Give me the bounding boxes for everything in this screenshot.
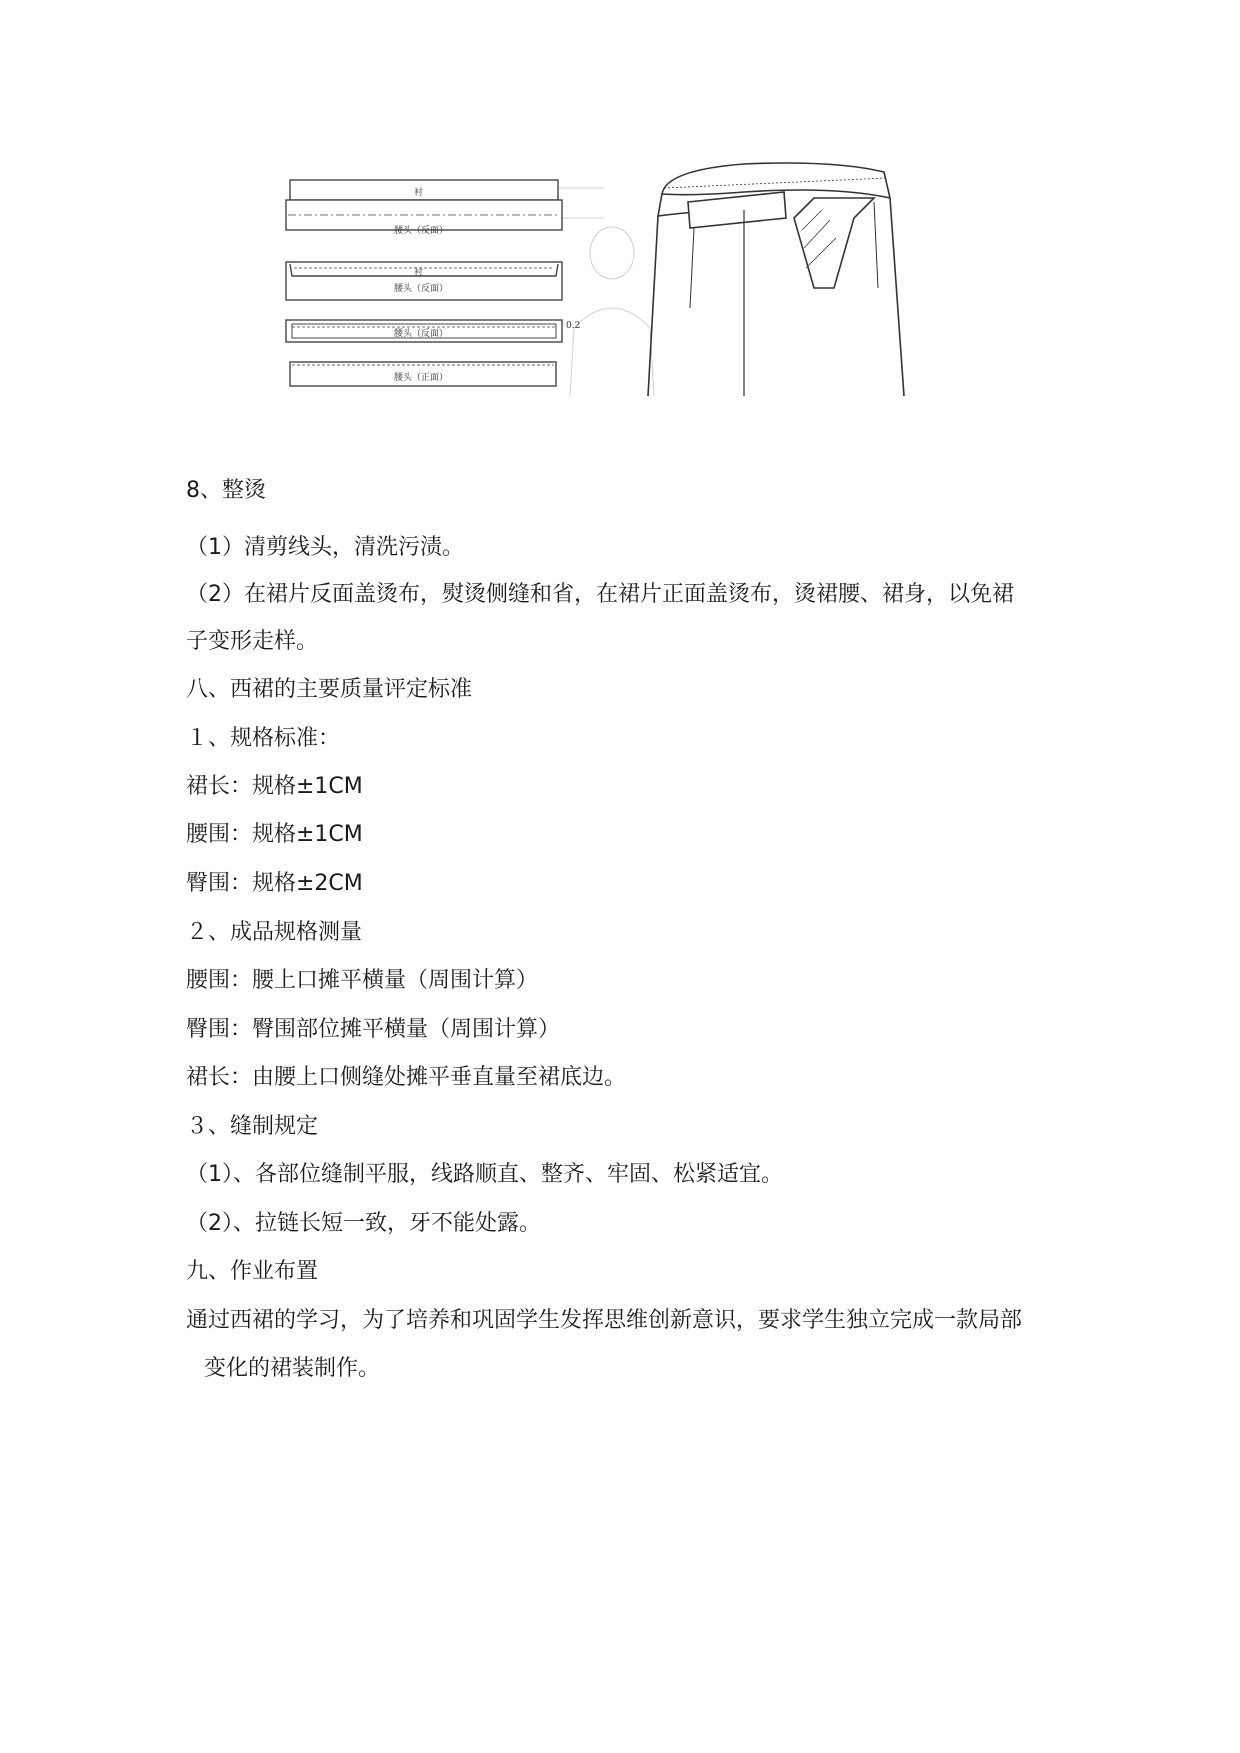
spec-hip: 臀围：规格±2CM xyxy=(186,871,363,896)
assignment-text: 通过西裙的学习，为了培养和巩固学生发挥思维创新意识，要求学生独立完成一款局部 xyxy=(186,1308,1023,1333)
skirt-drawing xyxy=(648,163,904,396)
strip-label-1: 衬 xyxy=(414,188,424,198)
spec-skirt-length: 裙长：规格±1CM xyxy=(186,774,363,799)
strip-2 xyxy=(286,262,562,300)
measure-hip: 臀围：臀围部位摊平横量（周围计算） xyxy=(186,1017,561,1042)
heading-ironing: 8、整烫 xyxy=(186,478,266,503)
heading-quality-standards: 八、西裙的主要质量评定标准 xyxy=(186,677,473,702)
measure-waist: 腰围：腰上口摊平横量（周围计算） xyxy=(186,968,539,993)
assignment-text-cont: 变化的裙装制作。 xyxy=(204,1356,381,1381)
waistband-sewing-figure xyxy=(274,158,950,398)
waistband-illustration xyxy=(274,158,950,398)
spec-waist: 腰围：规格±1CM xyxy=(186,822,363,847)
strip-label-5: 腰头（反面） xyxy=(394,329,449,339)
allowance-label: 0.2 xyxy=(566,321,581,331)
strip-label-4: 腰头（反面） xyxy=(394,284,449,294)
sewing-rule-1: （1）、各部位缝制平服，线路顺直、整齐、牢固、松紧适宜。 xyxy=(186,1162,783,1187)
sewing-rule-2: （2）、拉链长短一致，牙不能处露。 xyxy=(186,1211,541,1236)
heading-measurement: ２、成品规格测量 xyxy=(186,920,363,945)
strip-label-3: 衬 xyxy=(414,268,424,278)
strip-label-2: 腰头（反面） xyxy=(394,226,449,236)
strip-label-6: 腰头（正面） xyxy=(394,373,449,383)
measure-skirt-length: 裙长：由腰上口侧缝处摊平垂直量至裙底边。 xyxy=(186,1065,627,1090)
strip-1 xyxy=(286,180,562,230)
heading-assignment: 九、作业布置 xyxy=(186,1259,319,1284)
ironing-step-2-cont: 子变形走样。 xyxy=(186,629,319,654)
heading-spec-standard: １、规格标准： xyxy=(186,726,341,751)
ironing-step-1: （1）清剪线头，清洗污渍。 xyxy=(186,535,464,560)
ironing-step-2: （2）在裙片反面盖烫布，熨烫侧缝和省，在裙片正面盖烫布，烫裙腰、裙身，以免裙 xyxy=(186,582,1014,607)
heading-sewing-rules: ３、缝制规定 xyxy=(186,1114,319,1139)
